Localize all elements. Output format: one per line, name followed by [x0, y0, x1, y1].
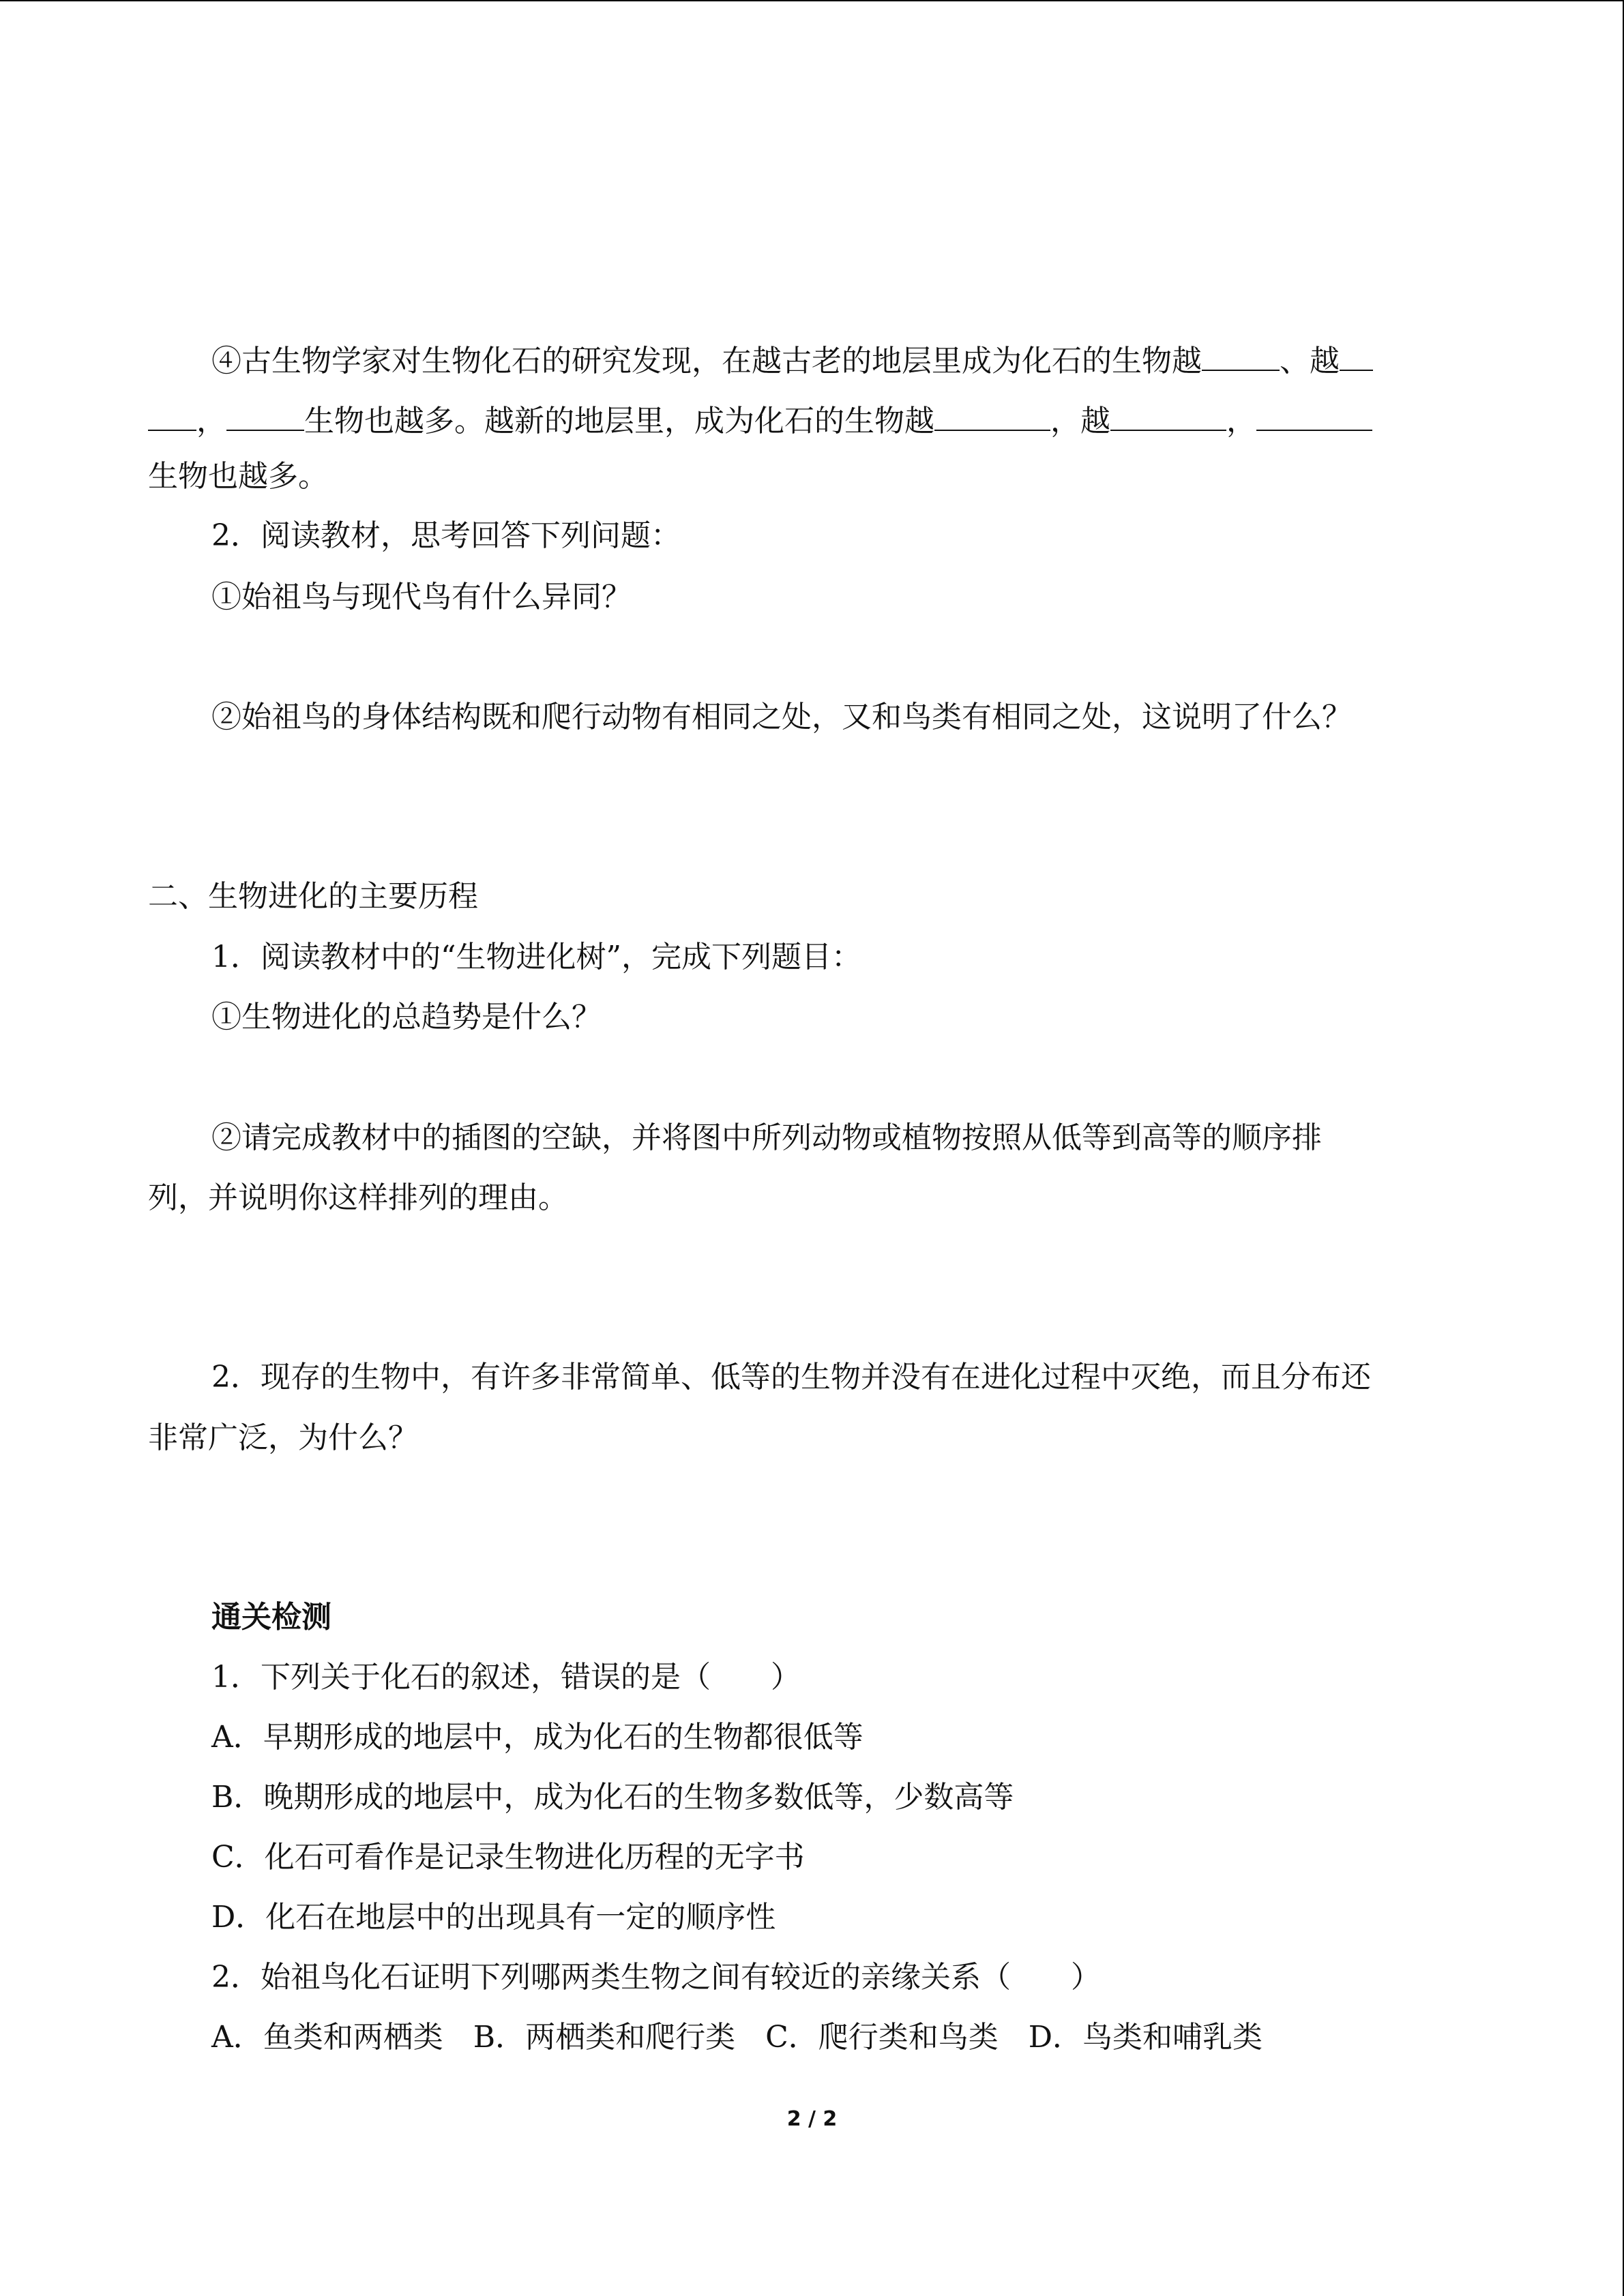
fill-blank[interactable] [934, 402, 1050, 431]
paragraph-4-text-a: ④古生物学家对生物化石的研究发现，在越古老的地层里成为化石的生物越 [211, 344, 1202, 378]
quiz-heading: 通关检测 [211, 1600, 331, 1635]
fill-blank[interactable] [1340, 342, 1373, 371]
paragraph-4-text-b: 、越 [1280, 344, 1340, 378]
section-2-heading: 二、生物进化的主要历程 [148, 879, 478, 914]
quiz-question-1-option-b: B．晚期形成的地层中，成为化石的生物多数低等，少数高等 [211, 1780, 1014, 1815]
fill-blank[interactable] [226, 402, 304, 431]
fill-blank[interactable] [148, 402, 196, 431]
paragraph-4-text-e: ，越 [1050, 404, 1110, 438]
quiz-question-2: 2．始祖鸟化石证明下列哪两类生物之间有较近的亲缘关系（ ） [211, 1960, 1101, 1995]
fill-blank[interactable] [1256, 402, 1372, 431]
evolution-question-2-line-2: 非常广泛，为什么？ [148, 1420, 418, 1455]
evolution-question-1-item-1: ①生物进化的总趋势是什么？ [211, 1000, 602, 1034]
paragraph-4-line-3 [148, 459, 328, 494]
paragraph-4-text-c: ， [196, 404, 226, 438]
paragraph-4-text-d: 生物也越多。越新的地层里，成为化石的生物越 [304, 404, 934, 438]
question-2-item-2: ②始祖鸟的身体结构既和爬行动物有相同之处，又和鸟类有相同之处，这说明了什么？ [211, 700, 1352, 734]
quiz-question-1-option-d: D．化石在地层中的出现具有一定的顺序性 [211, 1900, 776, 1935]
evolution-question-1-title: 1．阅读教材中的“生物进化树”，完成下列题目： [211, 940, 861, 974]
quiz-question-1-option-c: C．化石可看作是记录生物进化历程的无字书 [211, 1840, 805, 1875]
paragraph-4-text-g: 生物也越多。 [148, 459, 328, 494]
evolution-question-1-item-2-line-2: 列，并说明你这样排列的理由。 [148, 1180, 568, 1215]
quiz-question-1: 1．下列关于化石的叙述，错误的是（ ） [211, 1660, 801, 1695]
evolution-question-2-line-1: 2．现存的生物中，有许多非常简单、低等的生物并没有在进化过程中灭绝，而且分布还 [211, 1360, 1371, 1395]
paragraph-4-line-2 [148, 402, 1372, 436]
quiz-question-1-option-a: A．早期形成的地层中，成为化石的生物都很低等 [211, 1720, 863, 1755]
paragraph-4-line-1 [211, 342, 1373, 376]
evolution-question-1-item-2-line-1: ②请完成教材中的插图的空缺，并将图中所列动物或植物按照从低等到高等的顺序排 [211, 1120, 1322, 1155]
question-2-title: 2．阅读教材，思考回答下列问题： [211, 518, 681, 553]
paragraph-4-text-f: ， [1226, 404, 1256, 438]
fill-blank[interactable] [1202, 342, 1280, 371]
quiz-question-2-options: A．鱼类和两栖类 B．两栖类和爬行类 C．爬行类和鸟类 D．鸟类和哺乳类 [211, 2020, 1263, 2055]
fill-blank[interactable] [1110, 402, 1226, 431]
page-number: 2 / 2 [786, 2107, 838, 2131]
question-2-item-1: ①始祖鸟与现代鸟有什么异同？ [211, 580, 632, 614]
